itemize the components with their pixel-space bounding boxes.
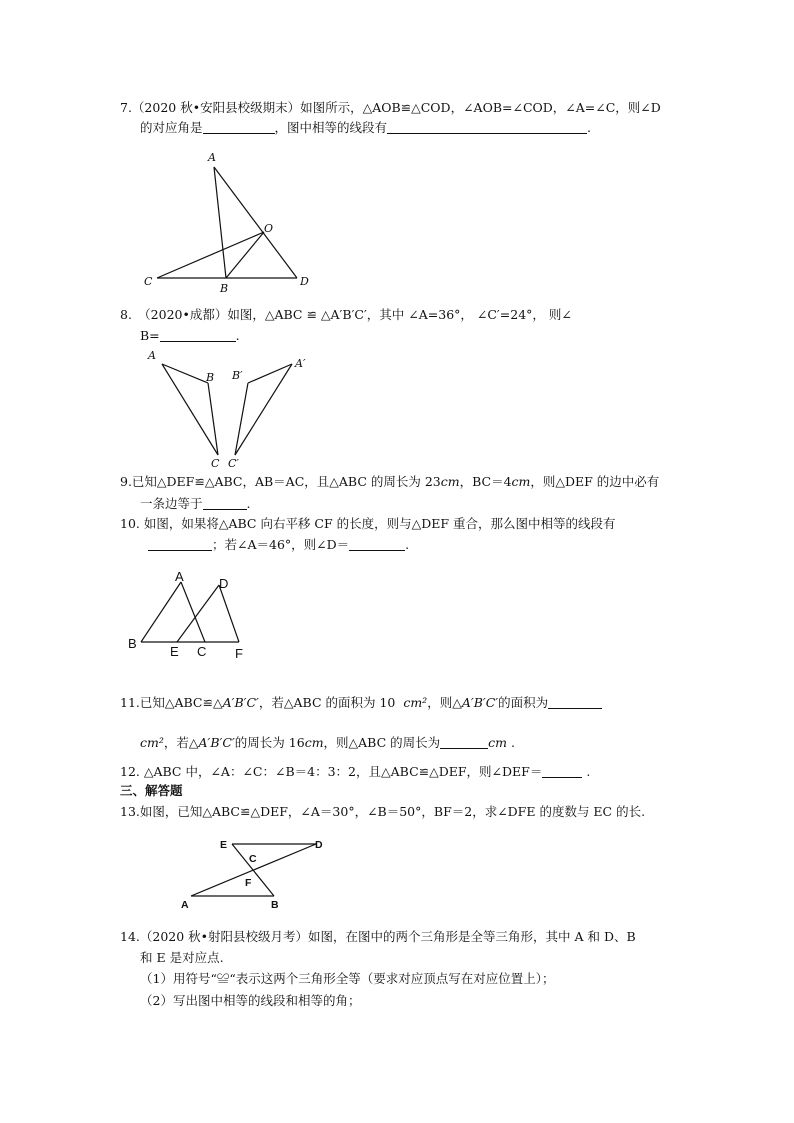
q8-label-ap: A′	[295, 357, 306, 370]
q7-line1: 7.（2020 秋•安阳县校级期末）如图所示，△AOB≌△COD，∠AOB=∠COD，∠A=∠C，则∠D	[120, 100, 661, 115]
q13-figure	[175, 832, 335, 910]
q7-label-a: A	[208, 151, 216, 164]
q9-line2-end: .	[246, 496, 251, 511]
q10-label-e: E	[170, 644, 179, 659]
q13-label-c: C	[249, 853, 257, 865]
q12-line1	[120, 764, 590, 780]
q7-line2	[140, 120, 591, 136]
q12-line1-text: 12. △ABC 中，∠A：∠C：∠B＝4：3：2，且△ABC≌△DEF，则∠DEF＝	[120, 764, 543, 779]
q12-blank[interactable]	[542, 765, 582, 778]
q10-figure	[125, 568, 265, 664]
q8-label-c: C	[211, 457, 220, 470]
q8-label-cp: C′	[228, 457, 239, 470]
q11-unit-cm-2: cm	[488, 735, 508, 750]
q12-line1-end: .	[586, 764, 591, 779]
q13-label-b: B	[271, 899, 279, 911]
q9-line2	[140, 496, 251, 512]
q7-label-d: D	[300, 275, 309, 288]
q7-line2-a: 的对应角是	[140, 120, 203, 135]
q11-line2-b: ，若△	[163, 735, 199, 750]
q11-line1-a: 11.已知△ABC≌△	[120, 695, 223, 710]
q8-blank[interactable]	[160, 329, 236, 342]
q8-line2	[140, 328, 240, 344]
q10-label-b: B	[128, 636, 137, 651]
q10-blank-2[interactable]	[349, 538, 405, 551]
q9-blank[interactable]	[203, 497, 247, 510]
q11-tri-3: A′B′C′	[198, 735, 235, 750]
q13-line1: 13.如图，已知△ABC≌△DEF，∠A＝30°，∠B＝50°，BF＝2，求∠DFE 的度数与 EC 的长.	[120, 804, 646, 819]
q10-line2-end: .	[405, 537, 410, 552]
q7-figure	[140, 145, 320, 295]
q14-line2: 和 E 是对应点.	[140, 950, 224, 965]
q11-line1-b: ，若△ABC 的面积为 10	[258, 695, 396, 710]
q11-blank-1[interactable]	[548, 696, 602, 709]
q8-label-bp: B′	[232, 369, 243, 382]
q9-line1-a: 9.已知△DEF≌△ABC，AB＝AC，且△ABC 的周长为 23	[120, 474, 441, 489]
q14-sub1: （1）用符号“≌“表示这两个三角形全等（要求对应顶点写在对应位置上）；	[140, 971, 555, 986]
q7-label-b: B	[220, 282, 229, 295]
q7-label-c: C	[144, 275, 153, 288]
q8-line2-text: B=	[140, 328, 160, 343]
q10-label-a: A	[175, 569, 184, 584]
q7-line2-b: ，图中相等的线段有	[274, 120, 388, 135]
q11-line1	[120, 695, 602, 711]
q9-unit-1: cm	[440, 474, 460, 489]
q8-label-b: B	[206, 371, 215, 384]
q8-figure	[140, 345, 340, 473]
q10-blank-1[interactable]	[148, 538, 212, 551]
q7-blank-1[interactable]	[203, 121, 275, 134]
q8-label-a: A	[148, 349, 156, 362]
q10-label-d: D	[219, 576, 229, 591]
q13-label-a: A	[181, 899, 189, 911]
q11-line2-d: ，则△ABC 的周长为	[323, 735, 441, 750]
q9-unit-2: cm	[511, 474, 531, 489]
q9-line1-c: ，则△DEF 的边中必有	[530, 474, 660, 489]
q9-line2-text: 一条边等于	[140, 496, 203, 511]
q14-line1: 14.（2020 秋•射阳县校级月考）如图，在图中的两个三角形是全等三角形，其中 A 和 D、B	[120, 929, 636, 944]
q9-line1	[120, 474, 659, 490]
q11-line1-c: ，则△	[427, 695, 462, 710]
q11-line2-end: .	[511, 735, 515, 750]
q9-line1-b: ，BC＝4	[459, 474, 512, 489]
q14-sub2: （2）写出图中相等的线段和相等的角；	[140, 993, 361, 1008]
q11-unit-cm-1: cm	[304, 735, 324, 750]
q10-line2	[148, 537, 409, 553]
q11-tri-1: A′B′C′	[222, 695, 259, 710]
q10-line2-a: ；若∠A＝46°，则∠D＝	[212, 537, 350, 552]
q7-label-o: O	[264, 222, 274, 235]
q11-blank-2[interactable]	[440, 736, 488, 749]
q13-label-e: E	[220, 839, 228, 851]
q13-label-f: F	[245, 877, 252, 889]
q11-line1-d: 的面积为	[498, 695, 549, 710]
q7-line2-end: .	[587, 120, 592, 135]
section-heading: 三、解答题	[120, 783, 183, 798]
q11-tri-2: A′B′C′	[461, 695, 499, 710]
q10-line1: 10. 如图，如果将△ABC 向右平移 CF 的长度，则与△DEF 重合，那么图中相等的线段有	[120, 516, 616, 531]
q13-label-d: D	[315, 839, 323, 851]
q11-area-unit-2: cm²	[140, 735, 164, 750]
q11-line2	[140, 735, 515, 751]
q10-label-c: C	[197, 644, 207, 659]
q8-line1: 8. （2020•成都）如图，△ABC ≌ △A′B′C′，其中 ∠A=36°， ∠C′=24°， 则∠	[120, 307, 572, 322]
q7-blank-2[interactable]	[387, 121, 587, 134]
q8-line2-end: .	[235, 328, 240, 343]
q10-label-f: F	[235, 646, 243, 661]
q11-line2-c: 的周长为 16	[234, 735, 305, 750]
q11-area-unit-1: cm²	[403, 695, 428, 710]
